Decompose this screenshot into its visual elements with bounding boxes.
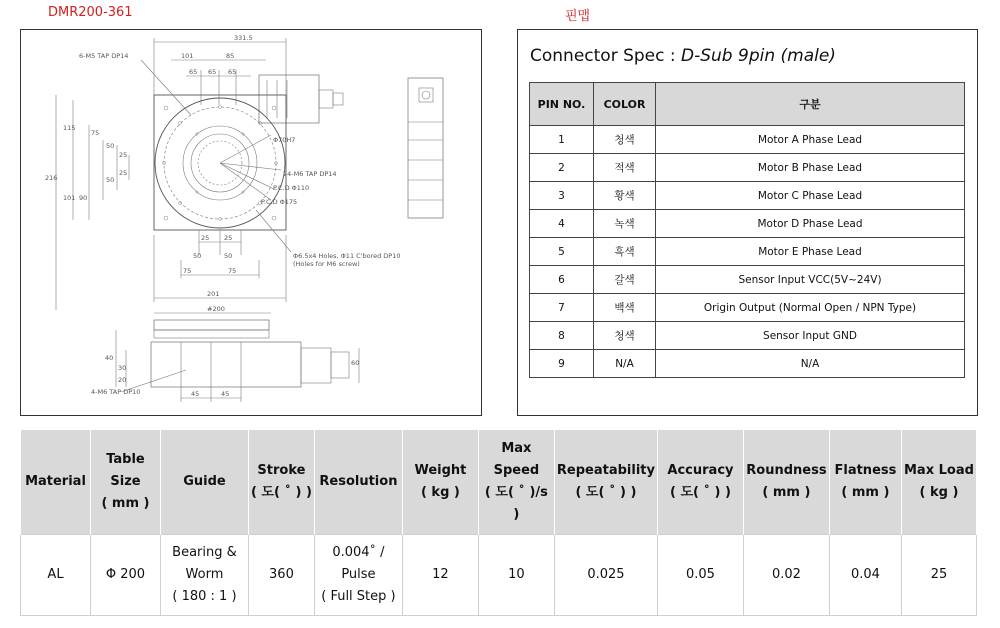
pin-number: 3 [530,182,594,210]
pin-number: 4 [530,210,594,238]
spec-value-line: 0.04 [850,567,880,582]
callout-m6-tap: 24-M6 TAP DP14 [283,170,337,178]
spec-value-line: Φ 200 [105,567,146,582]
pin-color: 청색 [594,126,656,154]
model-title: DMR200-361 [48,5,133,20]
spec-header-row [21,430,977,535]
dim-bottom-3: 50 [224,252,233,260]
spec-header-line: ( kg ) [420,485,460,500]
spec-value-line: 0.025 [587,567,625,582]
dim-bottom-6: 201 [207,290,220,298]
spec-value-line: Bearing & [172,545,237,560]
col-pin-no: PIN NO. [530,83,594,126]
dim-left-0: 216 [45,174,58,182]
spec-value-cell [829,535,901,616]
pin-color: 녹색 [594,210,656,238]
dim-bottom-2: 50 [193,252,202,260]
spec-header-line: Max Load [904,463,974,478]
dim-left-2: 101 [63,194,76,202]
spec-value-cell [743,535,829,616]
spec-value-cell [90,535,160,616]
spec-header-line: Flatness [834,463,897,478]
dim-left-1: 115 [63,124,76,132]
dim-left-7: 25 [119,151,128,159]
spec-value-line: 12 [432,567,449,582]
connector-heading [530,46,836,66]
pin-number: 5 [530,238,594,266]
pin-number: 2 [530,154,594,182]
connector-value: D-Sub 9pin (male) [681,46,836,66]
spec-value-cell [657,535,743,616]
spec-value-cell [160,535,248,616]
spec-header-line: Speed [493,463,540,478]
dim-side-4: 20 [118,376,127,384]
callout-m5-tap: 6-M5 TAP DP14 [79,52,129,60]
pin-color: 적색 [594,154,656,182]
spec-header-cell [657,430,743,535]
table-row [530,210,965,238]
pin-desc: Motor C Phase Lead [656,182,965,210]
spec-header-line: Weight [414,463,467,478]
callout-bore: Φ70H7 [273,136,296,144]
spec-value-cell [314,535,402,616]
spec-value-cell [248,535,314,616]
spec-value-cell [901,535,976,616]
spec-value-line: ( Full Step ) [321,589,396,604]
spec-header-line: Resolution [319,474,398,489]
pinmap-title: 핀맵 [565,9,591,24]
spec-header-cell [21,430,91,535]
spec-header-line: ( 도( ˚ ) ) [575,485,637,500]
pin-desc: Motor D Phase Lead [656,210,965,238]
dim-side-2: 30 [118,364,127,372]
pin-color: 백색 [594,294,656,322]
spec-header-cell [829,430,901,535]
pin-desc: Motor E Phase Lead [656,238,965,266]
connector-label: Connector Spec : [530,46,682,66]
pin-number: 1 [530,126,594,154]
callout-cbored-holes: Φ6.5x4 Holes, Φ11 C'bored DP10 [293,252,401,260]
spec-value-line: AL [47,567,64,582]
pin-color: N/A [594,350,656,378]
spec-header-cell [402,430,478,535]
spec-header-cell [901,430,976,535]
table-row [530,266,965,294]
dim-left-5: 50 [106,142,115,150]
connector-panel [517,29,978,416]
spec-value-row [21,535,977,616]
table-row [530,154,965,182]
spec-table [20,430,977,616]
pin-table-header [530,83,965,126]
spec-value-cell [402,535,478,616]
dim-side-0: #200 [207,305,225,313]
pin-desc: Motor B Phase Lead [656,154,965,182]
dim-left-3: 75 [91,129,100,137]
dim-top-0: 331.5 [234,34,253,42]
pin-desc: Motor A Phase Lead [656,126,965,154]
table-row [530,238,965,266]
spec-header-cell [160,430,248,535]
dim-bottom-5: 75 [228,267,237,275]
table-row [530,294,965,322]
spec-value-line: 0.004˚ / [332,545,385,560]
spec-header-line: Material [25,474,86,489]
spec-header-cell [554,430,657,535]
dim-side-1: 40 [105,354,114,362]
dim-left-6: 50 [106,176,115,184]
spec-header-line: Roundness [746,463,827,478]
spec-header-cell [248,430,314,535]
pin-desc: Sensor Input VCC(5V~24V) [656,266,965,294]
dim-top-1: 101 [181,52,194,60]
dim-top-4: 65 [228,68,237,76]
pin-color: 황색 [594,182,656,210]
dim-top-5: 85 [226,52,235,60]
table-row [530,126,965,154]
callout-pcd-175: P.C.D Φ175 [261,198,298,206]
dim-left-4: 90 [79,194,88,202]
callout-pcd-110: P.C.D Φ110 [273,184,310,192]
spec-header-line: Repeatability [556,463,655,478]
spec-header-line: ( mm ) [101,496,150,511]
spec-header-line: Size [110,474,141,489]
spec-value-line: ( 180 : 1 ) [172,589,237,604]
spec-header-cell [90,430,160,535]
spec-header-cell [743,430,829,535]
pin-desc: Origin Output (Normal Open / NPN Type) [656,294,965,322]
spec-value-cell [478,535,554,616]
spec-value-cell [554,535,657,616]
col-color: COLOR [594,83,656,126]
spec-header-cell [314,430,402,535]
dim-top-3: 65 [208,68,217,76]
spec-value-line: 360 [269,567,294,582]
table-row [530,350,965,378]
spec-header-line: ( 도( ˚ ) ) [250,485,312,500]
spec-header-cell [478,430,554,535]
spec-header-line: ( mm ) [762,485,811,500]
dim-side-6: 45 [221,390,230,398]
pin-number: 6 [530,266,594,294]
spec-value-line: Pulse [341,567,376,582]
spec-header-line: Accuracy [667,463,734,478]
pin-number: 7 [530,294,594,322]
spec-header-line: Stroke [257,463,306,478]
spec-value-line: Worm [185,567,224,582]
pin-desc: Sensor Input GND [656,322,965,350]
spec-value-cell [21,535,91,616]
spec-header-line: Max [501,441,532,456]
dim-bottom-4: 75 [183,267,192,275]
spec-header-line: Table [106,452,145,467]
pin-number: 9 [530,350,594,378]
pin-color: 흑색 [594,238,656,266]
pin-color: 갈색 [594,266,656,294]
dim-side-5: 45 [191,390,200,398]
pin-color: 청색 [594,322,656,350]
pin-number: 8 [530,322,594,350]
technical-drawing [20,29,482,416]
dim-bottom-1: 25 [224,234,233,242]
dim-left-8: 25 [119,169,128,177]
col-description: 구분 [656,83,965,126]
dim-top-2: 65 [189,68,198,76]
spec-header-line: ( 도( ˚ ) ) [669,485,731,500]
callout-holes-note: (Holes for M6 screw) [293,260,360,268]
spec-value-line: 0.02 [771,567,801,582]
pin-desc: N/A [656,350,965,378]
spec-header-line: ( mm ) [841,485,890,500]
spec-header-line: Guide [183,474,226,489]
spec-value-line: 0.05 [685,567,715,582]
drawing-svg [21,30,481,415]
dim-bottom-0: 25 [201,234,210,242]
pin-table [529,82,965,378]
callout-m6-tap-side: 4-M6 TAP DP10 [91,388,141,396]
table-row [530,322,965,350]
spec-value-line: 25 [930,567,948,582]
spec-header-line: ( kg ) [919,485,959,500]
dim-side-3: 60 [351,359,360,367]
spec-value-line: 10 [508,567,525,582]
spec-header-line: ( 도( ˚ )/s ) [484,485,548,522]
table-row [530,182,965,210]
